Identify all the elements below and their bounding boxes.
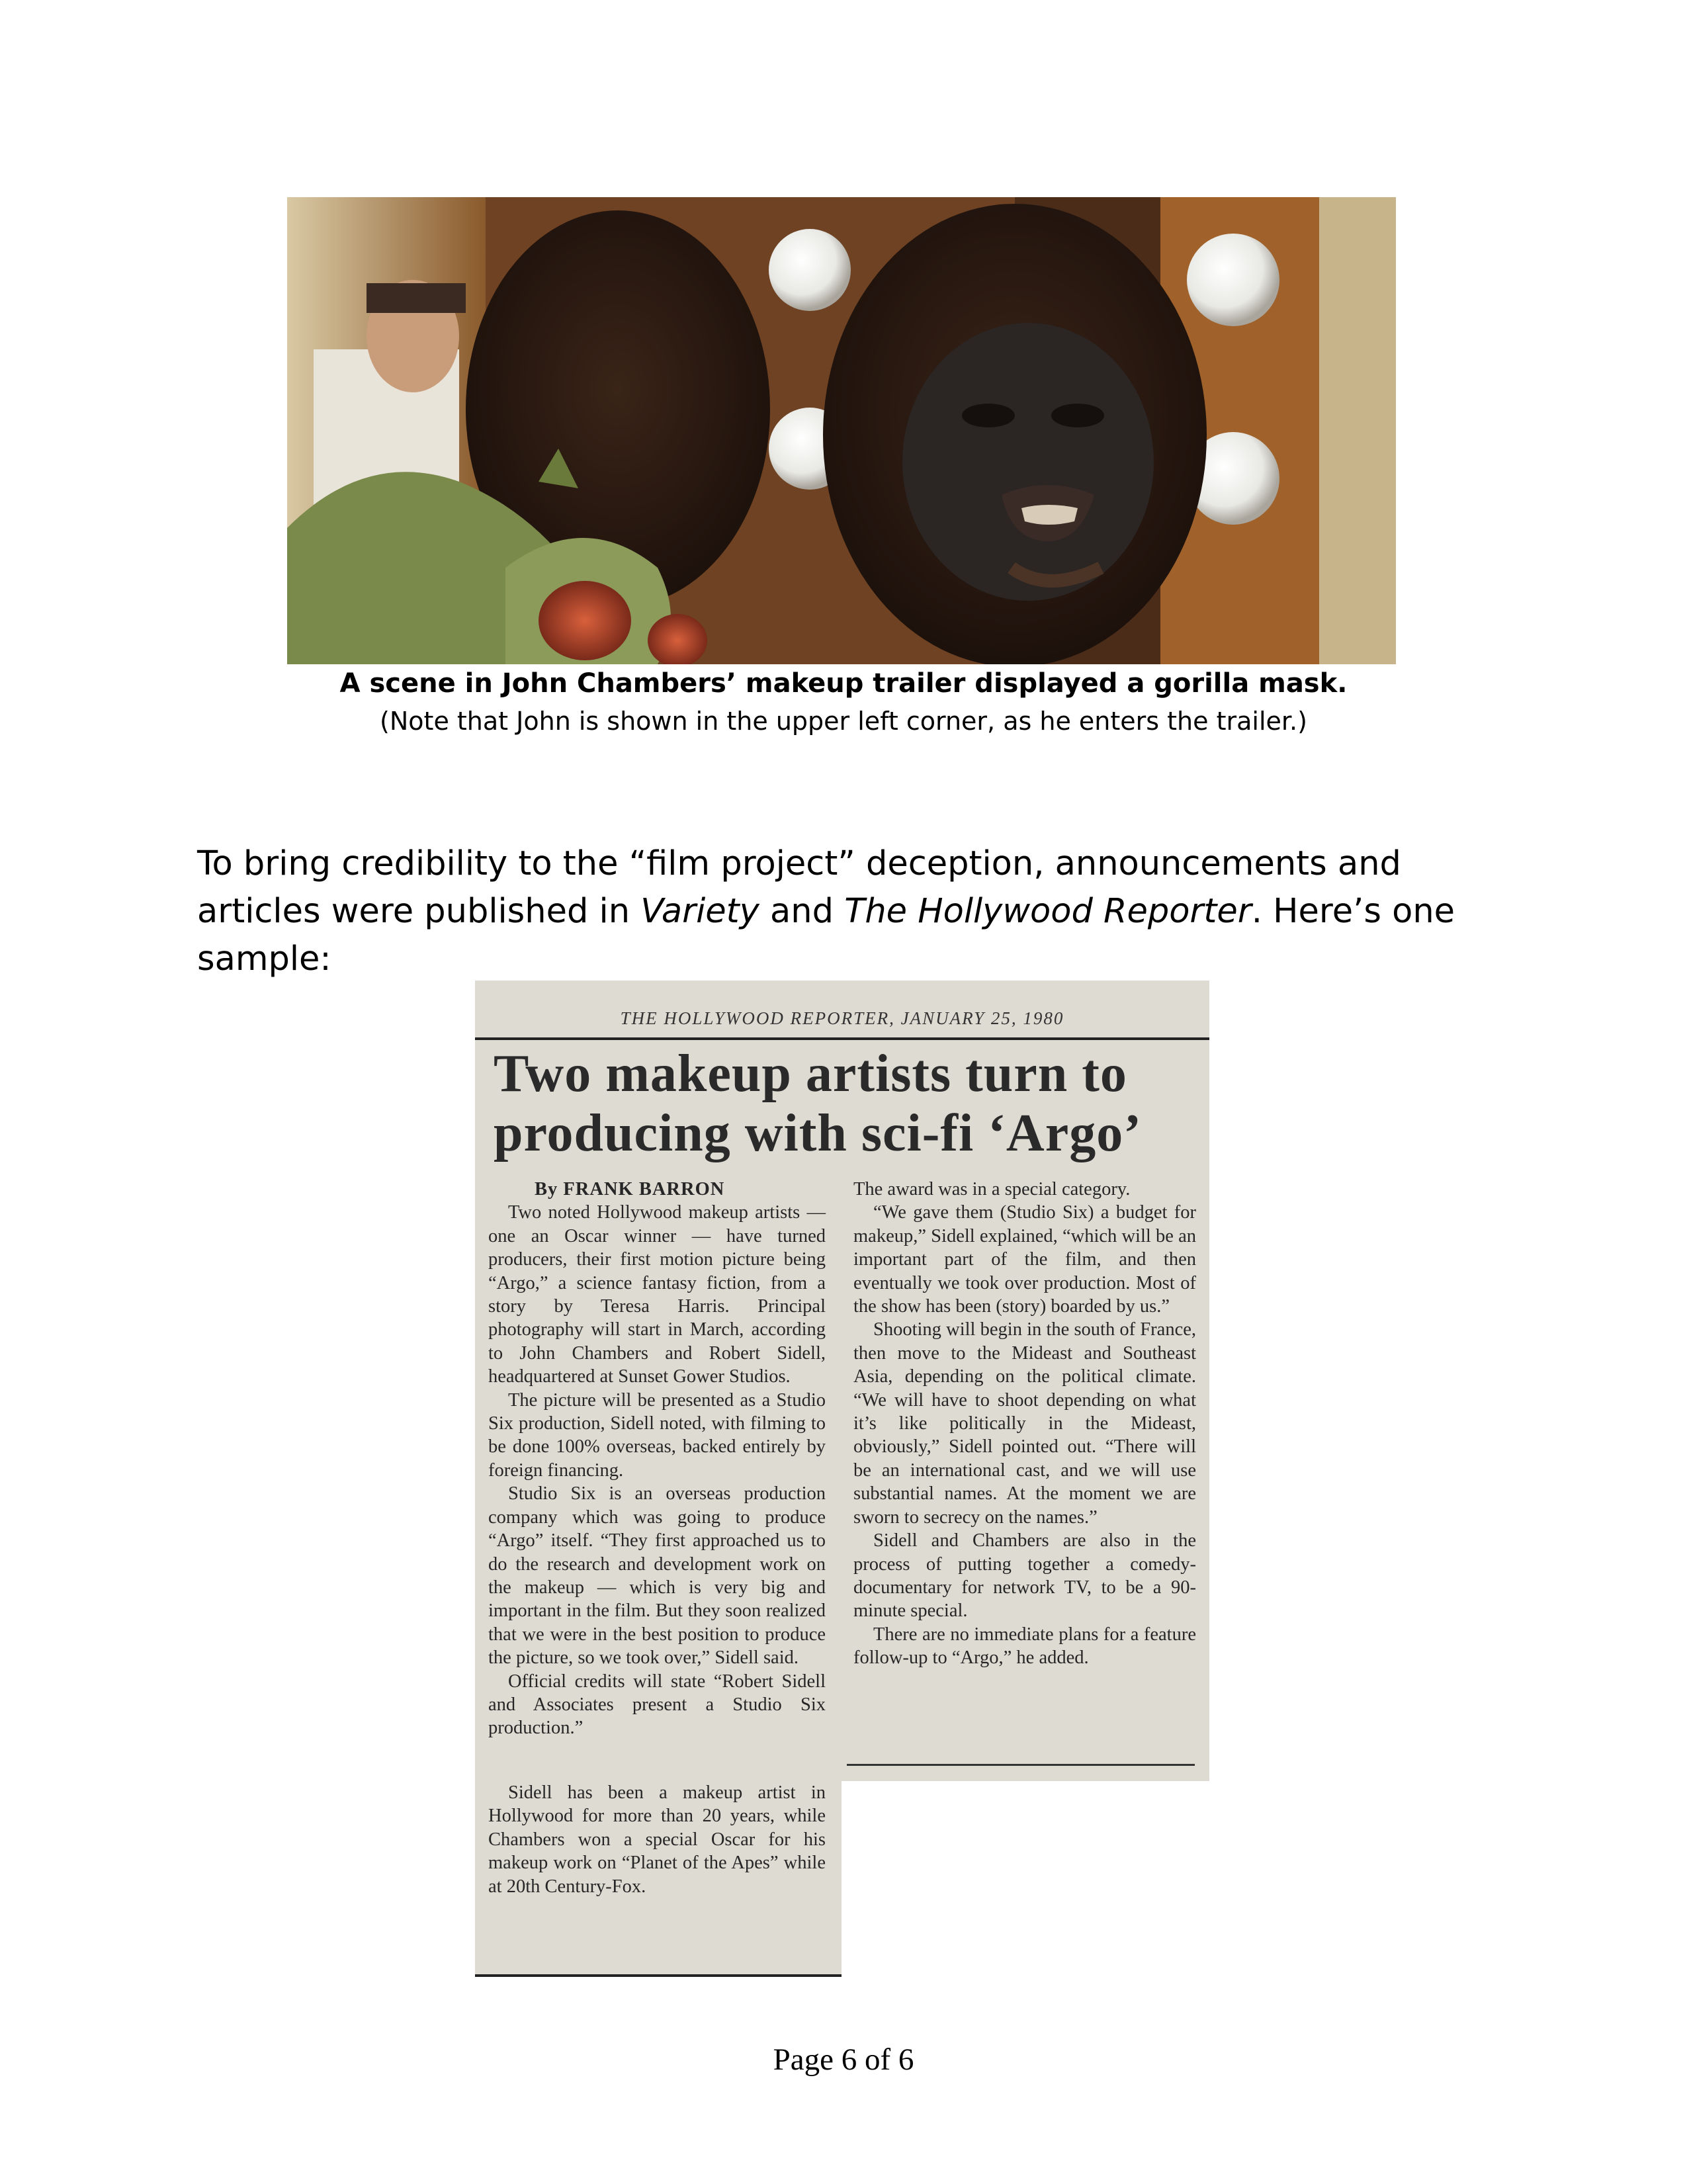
newspaper-clipping [475, 981, 1209, 1781]
newspaper-clipping-lower [475, 1781, 842, 1977]
photo-caption-title: A scene in John Chambers’ makeup trailer displayed a gorilla mask. [339, 668, 1348, 699]
clipping-paragraph: The award was in a special category. [853, 1179, 1131, 1200]
clipping-paragraph: Official credits will state “Robert Sidell and Associates present a Studio Six production.” [488, 1671, 826, 1739]
clipping-paragraph: Sidell and Chambers are also in the process of putting together a comedy-documentary for network TV, to be a 90-minute special. [853, 1530, 1196, 1622]
clipping-headline: Two makeup artists turn to producing with sci-fi ‘Argo’ [494, 1045, 1142, 1162]
clipping-bottom-rule [475, 1974, 842, 1977]
clipping-paragraph: Studio Six is an overseas production company which was going to produce “Argo” itself. “They first approached us to do the research and development work on the makeup — which is very big and important in the film. But they soon realized that we were in the best position to produce the picture, so we took over,” Sidell said. [488, 1483, 826, 1669]
photo-caption-note: (Note that John is shown in the upper left corner, as he enters the trailer.) [380, 707, 1307, 736]
intro-text-part2: . Here’s one sample: [197, 892, 1455, 979]
clipping-paragraph: Two noted Hollywood makeup artists — one an Oscar winner — have turned producers, their first motion picture being “Argo,” a science fantasy fiction, from a story by Teresa Harris. Principal photography will start in March, according to John Chambers and Robert Sidell, headquartered at Sunset Gower Studios. [488, 1202, 826, 1387]
clipping-paragraph: “We gave them (Studio Six) a budget for makeup,” Sidell explained, “which will be an important part of the film, and then eventually we took over production. Most of the show has been (story) boarded by us.” [853, 1202, 1196, 1317]
page-number: Page 6 of 6 [773, 2042, 914, 2077]
clipping-paragraph: The picture will be presented as a Studio Six production, Sidell noted, with filming to be done 100% overseas, backed entirely by foreign financing. [488, 1389, 826, 1481]
clipping-rule [475, 1037, 1209, 1040]
clipping-left-column-continued [488, 1781, 826, 1898]
intro-paragraph [197, 840, 1520, 983]
publication-hollywood-reporter: The Hollywood Reporter [844, 892, 1252, 931]
clipping-byline: By FRANK BARRON [535, 1179, 725, 1200]
intro-text-and: and [759, 892, 845, 931]
clipping-left-column [488, 1178, 826, 1740]
clipping-right-column [853, 1178, 1196, 1670]
makeup-trailer-photo [287, 197, 1396, 664]
clipping-paragraph: Shooting will begin in the south of France, then move to the Mideast and Southeast Asia, depending on the political climate. “We will have to shoot depending on what it’s like politically in the Mideast, obviously,” Sidell pointed out. “There will be an international cast, and we will use substantial names. At the moment we are sworn to secrecy on the names.” [853, 1319, 1196, 1528]
clipping-paragraph: Sidell has been a makeup artist in Hollywood for more than 20 years, while Chambers won a special Oscar for his makeup work on “Planet of the Apes” while at 20th Century-Fox. [488, 1782, 826, 1897]
clipping-dateline: THE HOLLYWOOD REPORTER, JANUARY 25, 1980 [620, 1008, 1064, 1028]
publication-variety: Variety [640, 892, 759, 931]
photo-image [287, 197, 1396, 664]
clipping-end-rule [847, 1764, 1195, 1766]
intro-text-part1: To bring credibility to the “film project” deception, announcements and articles were published in [197, 844, 1401, 931]
clipping-paragraph: There are no immediate plans for a feature follow-up to “Argo,” he added. [853, 1624, 1196, 1669]
